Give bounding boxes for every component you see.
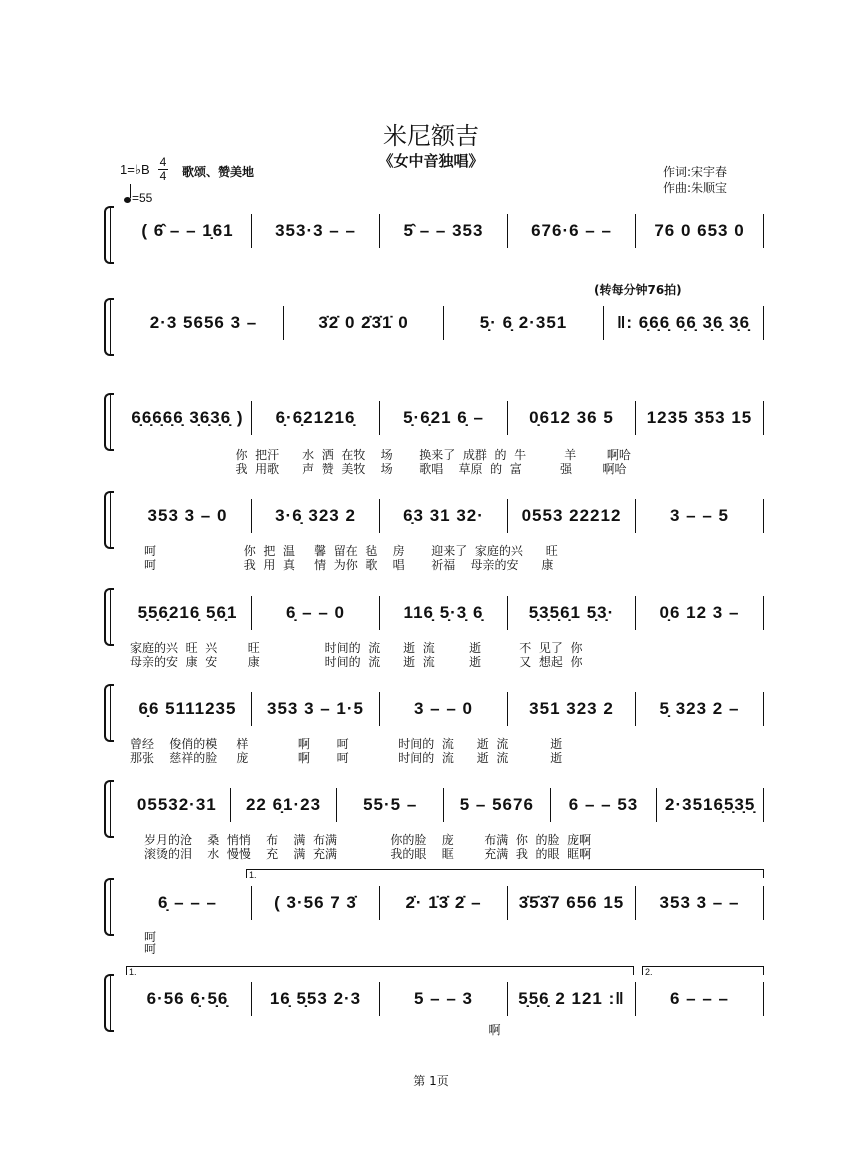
system-bracket bbox=[104, 974, 114, 1032]
measure bbox=[380, 401, 508, 435]
measure bbox=[508, 596, 636, 630]
notes: 1235 353 15 bbox=[646, 408, 753, 427]
time-bottom: 4 bbox=[159, 169, 167, 183]
system-3 bbox=[104, 397, 764, 441]
lyrics-verse-1: 呵 bbox=[144, 930, 157, 944]
notes: 6·56 6̣·5̣6̣ bbox=[146, 989, 229, 1008]
composer: 作曲:朱顺宝 bbox=[663, 181, 728, 195]
song-subtitle: 《女中音独唱》 bbox=[378, 152, 484, 170]
system-bracket bbox=[104, 780, 114, 838]
notes: 5̣ 323 2 – bbox=[659, 699, 740, 718]
notes: 2·3516̣5̣3̣5̣ bbox=[665, 795, 756, 814]
measure bbox=[124, 306, 284, 340]
measure bbox=[124, 596, 252, 630]
measure bbox=[380, 214, 508, 248]
lyrics-verse-1: 家庭的兴 旺 兴 旺 时间的 流 逝 流 逝 不 见了 你 bbox=[130, 641, 583, 655]
system-bracket bbox=[104, 588, 114, 646]
measure bbox=[284, 306, 444, 340]
lyrics-verse-2: 我 用歌 声 赞 美牧 场 歌唱 草原 的 富 强 啊哈 bbox=[144, 462, 627, 476]
notes: ( 6̂ – – 1̣61 bbox=[141, 221, 234, 240]
notes: 3·6̣ 323 2 bbox=[275, 506, 356, 525]
measure bbox=[252, 214, 380, 248]
measure bbox=[636, 692, 764, 726]
measure bbox=[252, 982, 380, 1016]
measure bbox=[508, 886, 636, 920]
time-signature bbox=[158, 156, 168, 183]
notes: 353 3 – – bbox=[659, 893, 740, 912]
measure bbox=[551, 788, 658, 822]
notes: 55·5 – bbox=[363, 795, 418, 814]
notes: 5 – 5676 bbox=[459, 795, 534, 814]
measure bbox=[636, 982, 764, 1016]
lyrics-verse-2: 滚烫的泪 水 慢慢 充 满 充满 我的眼 眶 充满 我 的眼 眶啊 bbox=[144, 847, 592, 861]
system-6 bbox=[104, 688, 764, 732]
tempo-marking bbox=[124, 188, 152, 205]
measure bbox=[124, 886, 252, 920]
note-stem bbox=[130, 184, 131, 198]
measure bbox=[337, 788, 444, 822]
notes: 22 6̣1·23 bbox=[245, 795, 322, 814]
lyrics-verse-2: 呵 我 用 真 情 为你 歌 唱 祈福 母亲的安 康 bbox=[144, 558, 554, 572]
notes: 3 – – 5 bbox=[670, 506, 729, 525]
notes: 3 – – 0 bbox=[414, 699, 473, 718]
volta-bracket-2: 2. bbox=[642, 966, 764, 975]
lyrics-verse-1: 你 把汗 水 洒 在牧 场 换来了 成群 的 牛 羊 啊哈 bbox=[144, 448, 631, 462]
notes: 3̇2̇ 0 2̇3̇1̇ 0 bbox=[318, 313, 409, 332]
measure bbox=[252, 596, 380, 630]
notes: 5̂ – – 353 bbox=[403, 221, 484, 240]
lyrics-verse-1: 呵 你 把 温 馨 留在 毡 房 迎来了 家庭的兴 旺 bbox=[144, 544, 558, 558]
measure bbox=[380, 499, 508, 533]
system-5 bbox=[104, 592, 764, 636]
notes: 353 3 – 0 bbox=[147, 506, 228, 525]
notes: 3̇5̇3̇7 656 15 bbox=[518, 893, 625, 912]
system-1 bbox=[104, 210, 764, 254]
measure bbox=[636, 499, 764, 533]
lyrics-verse-1: 曾经 俊俏的模 样 啊 呵 时间的 流 逝 流 逝 bbox=[130, 737, 563, 751]
notes: 0̣612 36 5 bbox=[529, 408, 614, 427]
notes: ( 3·56 7 3̇ bbox=[274, 893, 357, 912]
measure bbox=[124, 401, 252, 435]
measure bbox=[636, 596, 764, 630]
notes: 5̣· 6̣ 2·351 bbox=[479, 313, 568, 332]
notes: 16̣ 5̣53 2·3 bbox=[269, 989, 362, 1008]
measure bbox=[252, 692, 380, 726]
measure bbox=[444, 306, 604, 340]
notes: 5̣3̣5̣6̣1 5̣3̣· bbox=[528, 603, 615, 622]
notes: 116̣ 5̣·3̣ 6̣ bbox=[403, 603, 484, 622]
lyrics-verse-1: 岁月的沧 桑 悄悄 布 满 布满 你的脸 庞 布满 你 的脸 庞啊 bbox=[144, 833, 592, 847]
system-bracket bbox=[104, 491, 114, 549]
system-bracket bbox=[104, 684, 114, 742]
measure bbox=[252, 886, 380, 920]
measure bbox=[444, 788, 551, 822]
measure bbox=[124, 788, 231, 822]
measure bbox=[252, 499, 380, 533]
measure bbox=[657, 788, 764, 822]
key-signature: 1=♭B bbox=[120, 162, 150, 177]
measure bbox=[508, 214, 636, 248]
measure bbox=[124, 692, 252, 726]
measure bbox=[380, 886, 508, 920]
measure bbox=[380, 596, 508, 630]
system-8 bbox=[104, 882, 764, 926]
measure bbox=[124, 982, 252, 1016]
notes: 351 323 2 bbox=[529, 699, 614, 718]
lyricist: 作词:宋宇春 bbox=[663, 165, 728, 179]
system-bracket bbox=[104, 206, 114, 264]
tempo-value: =55 bbox=[132, 191, 153, 205]
system-bracket bbox=[104, 298, 114, 356]
credits bbox=[663, 164, 727, 196]
notes: 353 3 – 1·5 bbox=[266, 699, 364, 718]
notes: 6̣·6̣21216̣ bbox=[275, 408, 356, 427]
notes: 5̣5̣6̣ 2 121 :‖ bbox=[518, 989, 625, 1008]
notes: 6̣ – – 0 bbox=[286, 603, 345, 622]
notes: 5̣·6̣21 6̣ – bbox=[403, 408, 484, 427]
system-2 bbox=[104, 302, 764, 346]
notes: 2̇· 1̇3̇ 2̇ – bbox=[405, 893, 482, 912]
volta-bracket-1: 1. bbox=[246, 869, 764, 878]
measure bbox=[231, 788, 338, 822]
system-7 bbox=[104, 784, 764, 828]
notes: 6 – – – bbox=[670, 989, 729, 1008]
notes: 05532·31 bbox=[136, 795, 217, 814]
measure bbox=[508, 692, 636, 726]
notes: 0̣6 12 3 – bbox=[659, 603, 740, 622]
song-title: 米尼额吉 bbox=[383, 122, 479, 150]
measure bbox=[380, 982, 508, 1016]
notes: 2·3 5656 3 – bbox=[149, 313, 258, 332]
measure bbox=[124, 214, 252, 248]
volta-bracket-1: 1. bbox=[126, 966, 634, 975]
lyrics-verse-1: 啊 bbox=[130, 1023, 501, 1037]
notes: 76 0 653 0 bbox=[654, 221, 745, 240]
measure bbox=[380, 692, 508, 726]
lyrics-verse-2: 母亲的安 康 安 康 时间的 流 逝 流 逝 又 想起 你 bbox=[130, 655, 583, 669]
system-bracket bbox=[104, 393, 114, 451]
system-bracket bbox=[104, 878, 114, 936]
notes: 6̣6̣6̣6̣6̣ 3̣6̣3̣6̣ ) bbox=[131, 408, 244, 427]
system-9 bbox=[104, 978, 764, 1022]
notes: 6 – – 53 bbox=[568, 795, 639, 814]
measure bbox=[636, 214, 764, 248]
notes: 6̣ – – – bbox=[158, 893, 217, 912]
lyrics-verse-2: 呵 bbox=[144, 942, 157, 956]
notes: 676·6 – – bbox=[531, 221, 612, 240]
page-number: 第 1页 bbox=[413, 1074, 449, 1088]
lyrics-verse-2: 那张 慈祥的脸 庞 啊 呵 时间的 流 逝 流 逝 bbox=[130, 751, 563, 765]
notes: 0553 22212 bbox=[521, 506, 622, 525]
notes: ‖: 6̣6̣6̣ 6̣6̣ 3̣6̣ 3̣6̣ bbox=[616, 313, 751, 332]
notes: 6̣3 31 32· bbox=[403, 506, 484, 525]
notes: 6̣6 5111235 bbox=[138, 699, 237, 718]
measure bbox=[252, 401, 380, 435]
tempo-change: (转每分钟76拍) bbox=[594, 283, 682, 297]
expression-marking: 歌颂、赞美地 bbox=[182, 165, 255, 179]
measure bbox=[636, 401, 764, 435]
notes: 5 – – 3 bbox=[414, 989, 473, 1008]
measure bbox=[508, 499, 636, 533]
notes: 5̣5̣6̣216̣ 5̣6̣1 bbox=[137, 603, 238, 622]
measure bbox=[636, 886, 764, 920]
measure bbox=[604, 306, 764, 340]
time-top: 4 bbox=[159, 155, 167, 169]
measure bbox=[508, 401, 636, 435]
notes: 353·3 – – bbox=[275, 221, 356, 240]
system-4 bbox=[104, 495, 764, 539]
measure bbox=[124, 499, 252, 533]
measure bbox=[508, 982, 636, 1016]
